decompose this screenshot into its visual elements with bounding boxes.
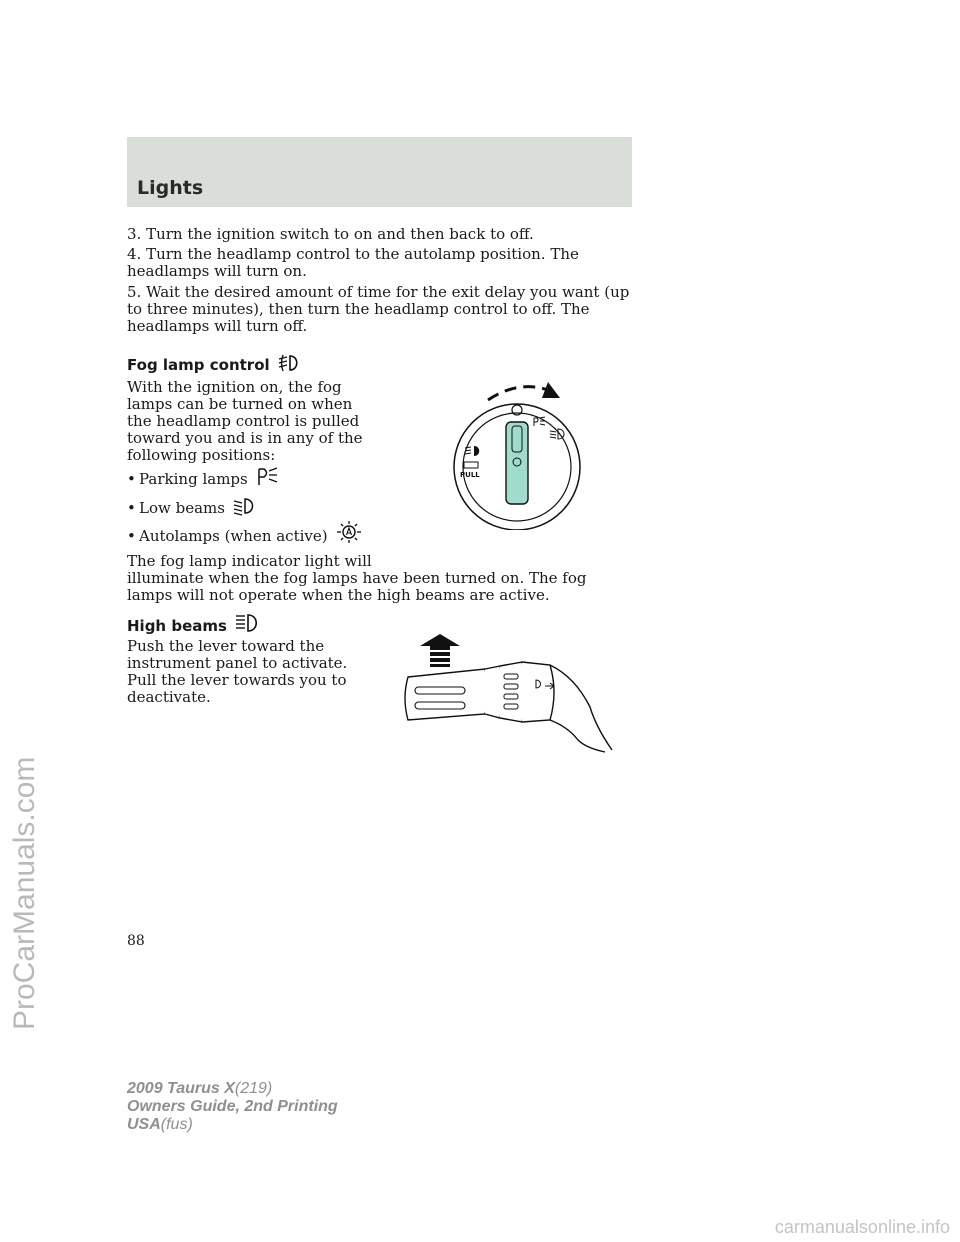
fog-lamp-heading-text: Fog lamp control [127, 356, 270, 374]
page-number: 88 [127, 933, 145, 949]
bullet-parking: • Parking lamps [127, 467, 279, 488]
fog-outro-line1: The fog lamp indicator light will [127, 552, 372, 570]
bullet-low-beams: • Low beams [127, 496, 258, 517]
fog-lamp-icon [277, 353, 301, 373]
high-beams-text: Push the lever toward the instrument panel to activate. Pull the lever towards you to deactivate. [127, 637, 348, 706]
footer [127, 1080, 338, 1134]
parking-lamps-icon [255, 467, 279, 487]
high-beam-icon [234, 612, 262, 634]
high-beams-heading [127, 612, 262, 635]
footer-market-code: (fus) [160, 1116, 193, 1133]
footer-guide: Owners Guide, 2nd Printing [127, 1098, 338, 1115]
side-watermark: ProCarManuals.com [8, 756, 41, 1030]
bottom-watermark: carmanualsonline.info [774, 1217, 950, 1237]
footer-model-code: (219) [234, 1080, 273, 1097]
high-beams-heading-text: High beams [127, 617, 227, 635]
footer-market: USA [127, 1116, 161, 1133]
section-title: Lights [137, 177, 204, 199]
step-4: 4. Turn the headlamp control to the autolamp position. The headlamps will turn on. [127, 245, 579, 280]
fog-lamp-heading [127, 353, 301, 374]
step-3: 3. Turn the ignition switch to on and then back to off. [127, 225, 534, 243]
lever-illustration [400, 632, 615, 757]
autolamp-icon [334, 520, 364, 544]
fog-outro-rest: illuminate when the fog lamps have been turned on. The fog lamps will not operate when the high beams are active. [127, 569, 587, 604]
bullet-autolamps: • Autolamps (when active) [127, 520, 364, 545]
headlamp-control-illustration [448, 380, 598, 530]
fog-intro: With the ignition on, the fog lamps can be turned on when the headlamp control is pulled toward you and is in any of the following positions: [127, 378, 363, 464]
step-5: 5. Wait the desired amount of time for the exit delay you want (up to three minutes), then turn the headlamp control to off. The headlamps will turn off. [127, 283, 630, 335]
low-beam-icon [232, 496, 258, 516]
section-header [127, 137, 632, 207]
pull-label: PULL [460, 471, 480, 479]
footer-model: 2009 Taurus X [127, 1080, 235, 1097]
